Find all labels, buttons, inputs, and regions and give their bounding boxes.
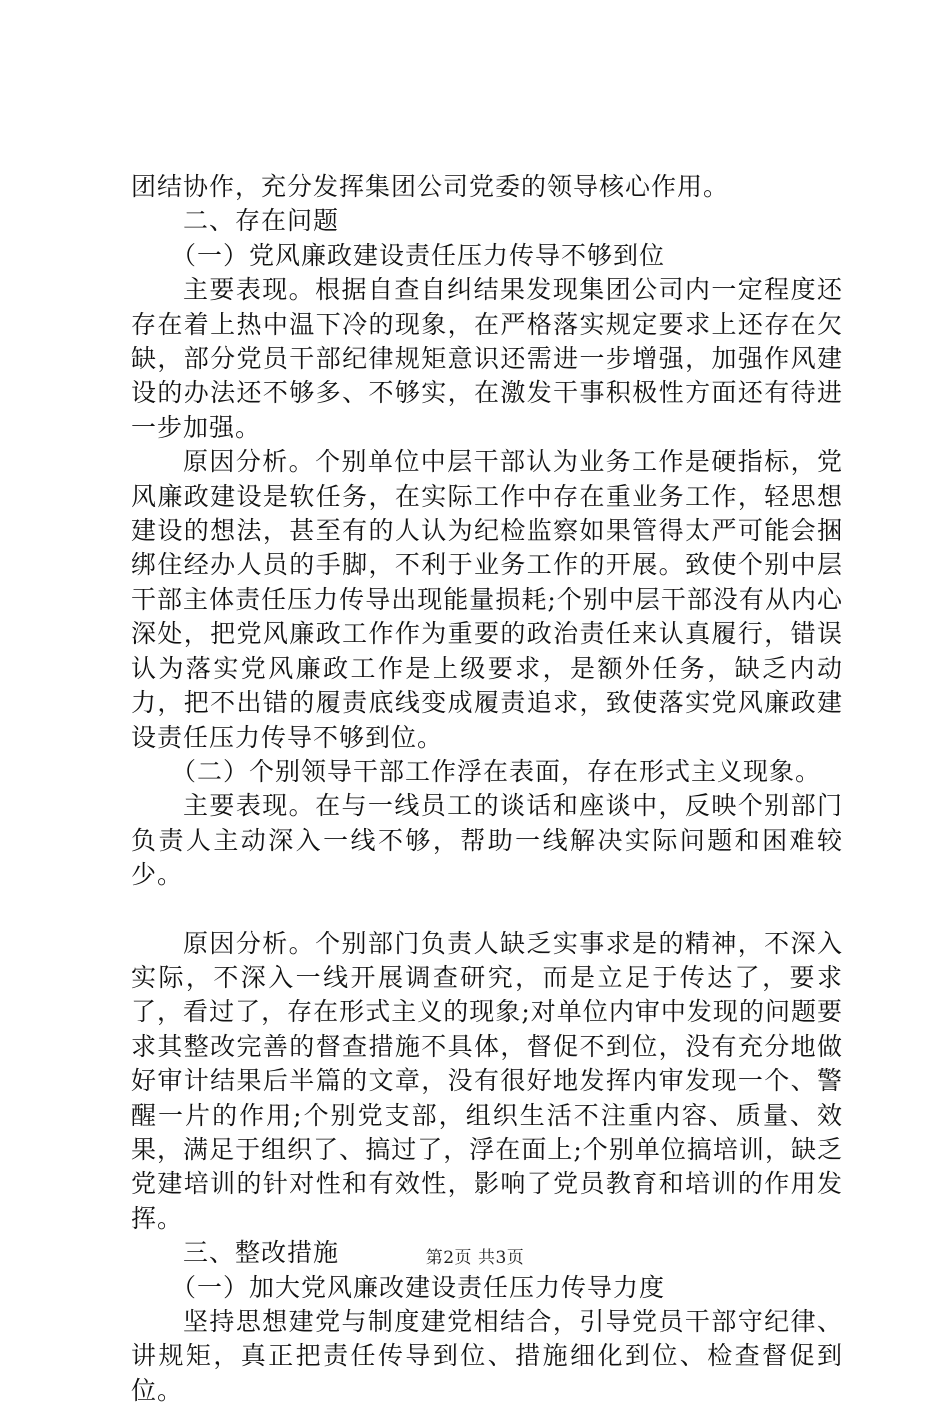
paragraph-main-performance-2: 主要表现。在与一线员工的谈话和座谈中，反映个别部门负责人主动深入一线不够，帮助一线解决实际问题和困难较少。	[131, 791, 843, 890]
paragraph-cause-analysis-1: 原因分析。个别单位中层干部认为业务工作是硬指标，党风廉政建设是软任务，在实际工作中存在重业务工作，轻思想建设的想法，甚至有的人认为纪检监察如果管得太严可能会捆绑住经办人员的手脚，不利于业务工作的开展。致使个别中层干部主体责任压力传导出现能量损耗;个别中层干部没有从内心深处，把党风廉政工作作为重要的政治责任来认真履行，错误认为落实党风廉政工作是上级要求，是额外任务，缺乏内动力，把不出错的履责底线变成履责追求，致使落实党风廉政建设责任压力传导不够到位。	[131, 447, 843, 752]
section-heading-problems: 二、存在问题	[183, 206, 340, 236]
paragraph-cause-analysis-2: 原因分析。个别部门负责人缺乏实事求是的精神，不深入实际，不深入一线开展调查研究，而是立足于传达了，要求了，看过了，存在形式主义的现象;对单位内审中发现的问题要求其整改完善的督查措施不具体，督促不到位，没有充分地做好审计结果后半篇的文章，没有很好地发挥内审发现一个、警醒一片的作用;个别党支部，组织生活不注重内容、质量、效果，满足于组织了、搞过了，浮在面上;个别单位搞培训，缺乏党建培训的针对性和有效性，影响了党员教育和培训的作用发挥。	[131, 928, 843, 1233]
page-footer	[0, 1243, 950, 1268]
section-heading-measures: 三、整改措施	[183, 1238, 340, 1268]
subsection-heading-3: （一）加大党风廉改建设责任压力传导力度	[171, 1272, 666, 1302]
paragraph-main-performance-1: 主要表现。根据自查自纠结果发现集团公司内一定程度还存在着上热中温下冷的现象，在严格落实规定要求上还存在欠缺，部分党员干部纪律规矩意识还需进一步增强，加强作风建设的办法还不够多、不够实，在激发干事积极性方面还有待进一步加强。	[131, 275, 843, 442]
page-number-label: 第2页 共3页	[425, 1248, 525, 1268]
document-body	[131, 170, 843, 1408]
paragraph-continuation: 团结协作，充分发挥集团公司党委的领导核心作用。	[131, 172, 730, 201]
subsection-heading-1: （一）党风廉政建设责任压力传导不够到位	[171, 240, 666, 270]
paragraph-measures-1: 坚持思想建党与制度建党相结合，引导党员干部守纪律、讲规矩，真正把责任传导到位、措施细化到位、检查督促到位。	[131, 1307, 843, 1405]
blank-line	[131, 893, 843, 927]
subsection-heading-2: （二）个别领导干部工作浮在表面，存在形式主义现象。	[171, 756, 822, 786]
